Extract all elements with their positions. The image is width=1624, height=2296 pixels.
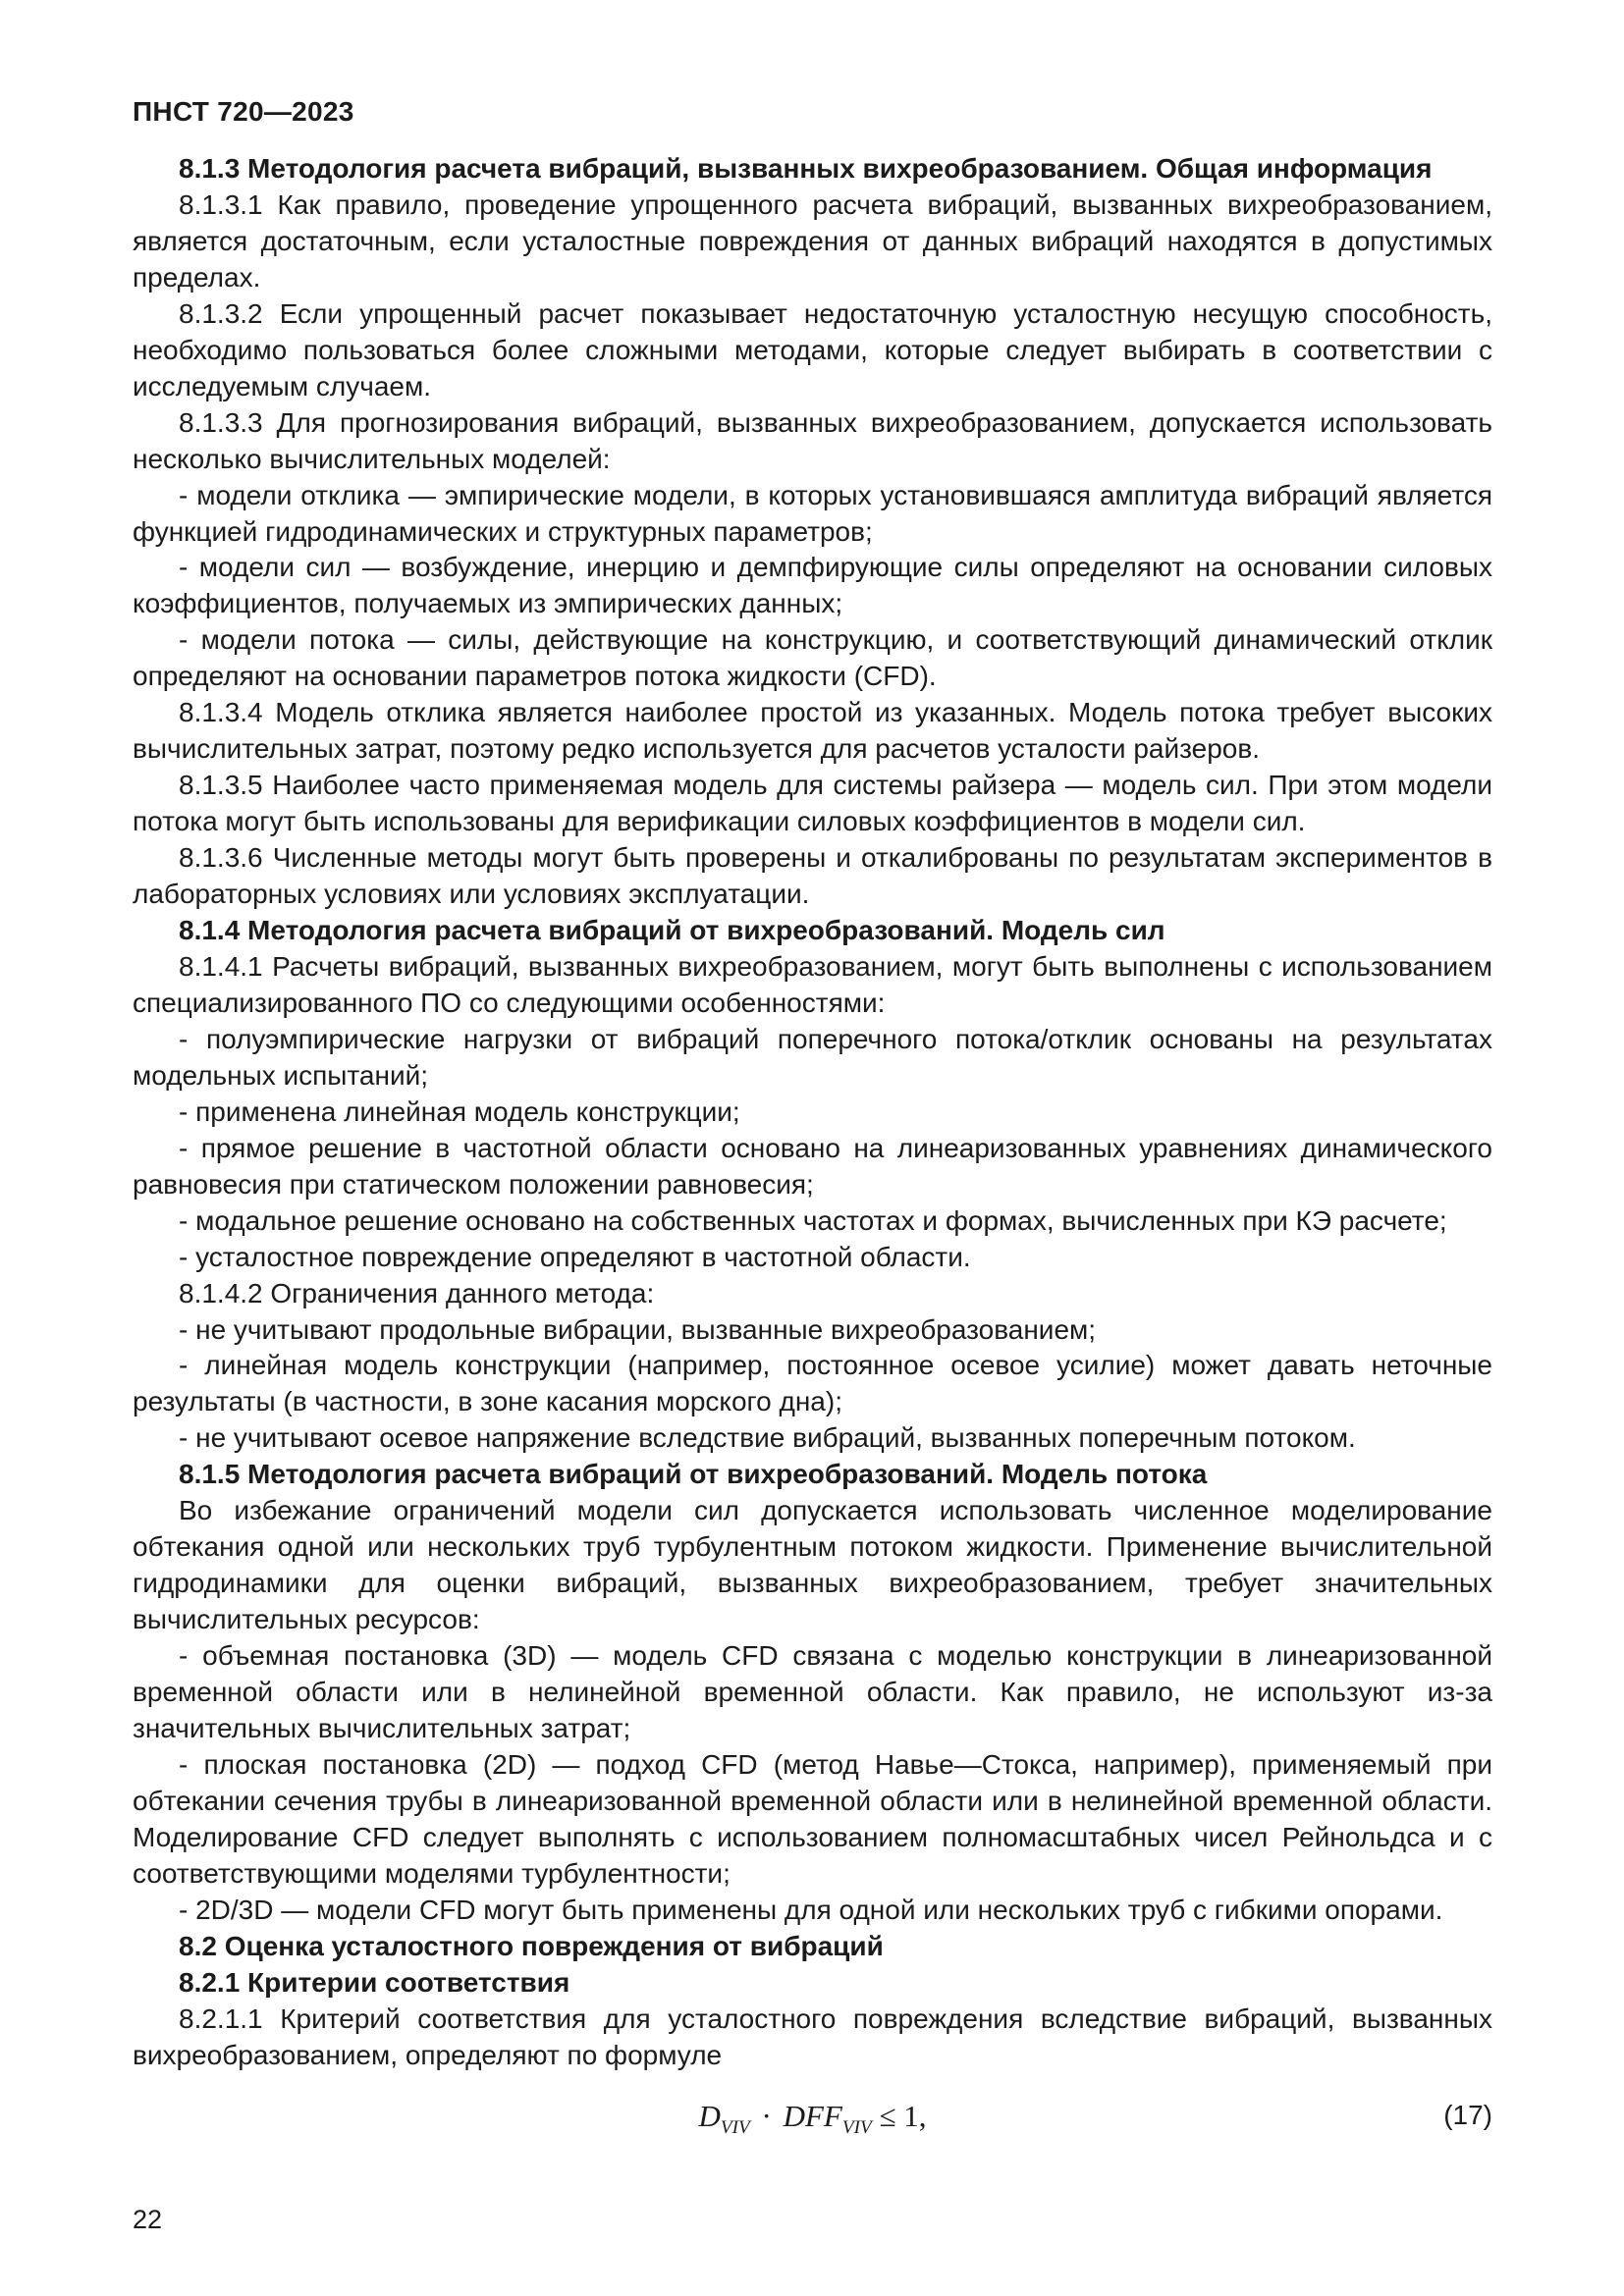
document-code: ПНСТ 720—2023	[133, 96, 354, 127]
heading-8-1-5: 8.1.5 Методология расчета вибраций от вихреобразований. Модель потока	[179, 1459, 1208, 1490]
paragraph-8-1-3-5: 8.1.3.5 Наиболее часто применяемая модель для системы райзера — модель сил. При этом модели потока могут быть использованы для верификации силовых коэффициентов в модели сил.	[133, 770, 1492, 837]
formula-relation: ≤ 1,	[879, 2098, 927, 2133]
heading-8-1-4: 8.1.4 Методология расчета вибраций от вихреобразований. Модель сил	[179, 915, 1165, 946]
formula-var-dff: DFF	[783, 2098, 842, 2133]
list-item-flow-models: - модели потока — силы, действующие на конструкцию, и соответствующий динамический отклик определяют на основании параметров потока жидкости (CFD).	[133, 624, 1492, 692]
paragraph-8-1-4-1: 8.1.4.1 Расчеты вибраций, вызванных вихреобразованием, могут быть выполнены с использованием специализированного ПО со следующими особенностями:	[133, 950, 1492, 1018]
formula-multiply-operator: ·	[761, 2098, 772, 2133]
list-item-semiempirical-loads: - полуэмпирические нагрузки от вибраций поперечного потока/отклик основаны на результатах модельных испытаний;	[133, 1023, 1492, 1091]
list-item-no-inline-viv: - не учитывают продольные вибрации, вызванные вихреобразованием;	[179, 1313, 1097, 1345]
list-item-direct-solution: - прямое решение в частотной области основано на линеаризованных уравнениях динамического равновесия при статическом положении равновесия;	[133, 1132, 1492, 1200]
list-item-linear-model: - применена линейная модель конструкции;	[179, 1095, 740, 1127]
formula-sub-viv-2: VIV	[841, 2116, 872, 2138]
formula-17	[698, 2098, 927, 2138]
list-item-linear-model-limits: - линейная модель конструкции (например, постоянное осевое усилие) может давать неточные результаты (в частности, в зоне касания морского дна);	[133, 1350, 1492, 1417]
paragraph-8-1-3-4: 8.1.3.4 Модель отклика является наиболее простой из указанных. Модель потока требует высоких вычислительных затрат, поэтому редко используется для расчетов усталости райзеров.	[133, 697, 1492, 765]
list-item-response-models: - модели отклика — эмпирические модели, в которых установившаяся амплитуда вибраций является функцией гидродинамических и структурных параметров;	[133, 479, 1492, 547]
document-body	[133, 151, 1492, 2138]
formula-row	[133, 2098, 1492, 2138]
paragraph-8-1-3-1: 8.1.3.1 Как правило, проведение упрощенного расчета вибраций, вызванных вихреобразованием, является достаточным, если усталостные повреждения от данных вибраций находятся в допустимых пределах.	[133, 188, 1492, 293]
paragraph-8-1-5-intro: Во избежание ограничений модели сил допускается использовать численное моделирование обтекания одной или нескольких труб турбулентным потоком жидкости. Применение вычислительной гидродинамики для оценки вибраций, вызванных вихреобразованием, требует значительных вычислительных ресурсов:	[133, 1495, 1492, 1635]
heading-8-2-1: 8.2.1 Критерии соответствия	[179, 1966, 570, 1998]
list-item-3d-formulation: - объемная постановка (3D) — модель CFD связана с моделью конструкции в линеаризованной временной области или в нелинейной временной области. Как правило, не используют из-за значительных вычислительных затрат;	[133, 1640, 1492, 1743]
page-number: 22	[133, 2205, 163, 2234]
paragraph-8-1-3-2: 8.1.3.2 Если упрощенный расчет показывает недостаточную усталостную несущую способность, необходимо пользоваться более сложными методами, которые следует выбирать в соответствии с исследуемым случаем.	[133, 297, 1492, 401]
list-item-2d-3d-models: - 2D/3D — модели CFD могут быть применены для одной или нескольких труб с гибкими опорами.	[179, 1894, 1443, 1925]
heading-8-1-3: 8.1.3 Методология расчета вибраций, вызванных вихреобразованием. Общая информация	[179, 153, 1433, 184]
paragraph-8-1-4-2: 8.1.4.2 Ограничения данного метода:	[179, 1277, 655, 1308]
list-item-force-models: - модели сил — возбуждение, инерцию и демпфирующие силы определяют на основании силовых коэффициентов, получаемых из эмпирических данных;	[133, 552, 1492, 619]
formula-number: (17)	[1443, 2100, 1492, 2131]
paragraph-8-1-3-6: 8.1.3.6 Численные методы могут быть проверены и откалиброваны по результатам экспериментов в лабораторных условиях или условиях эксплуатации.	[133, 842, 1492, 910]
list-item-2d-formulation: - плоская постановка (2D) — подход CFD (метод Навье—Стокса, например), применяемый при обтекании сечения трубы в линеаризованной временной области или в нелинейной временной области. Моделирование CFD следует выполнять с использованием полномасштабных чисел Рейнольдса и с соответствующими моделями турбулентности;	[133, 1748, 1492, 1889]
paragraph-8-1-3-3: 8.1.3.3 Для прогнозирования вибраций, вызванных вихреобразованием, допускается использовать несколько вычислительных моделей:	[133, 406, 1492, 474]
document-header	[133, 96, 1492, 128]
list-item-no-axial-stress: - не учитывают осевое напряжение вследствие вибраций, вызванных поперечным потоком.	[179, 1422, 1356, 1454]
paragraph-8-2-1-1: 8.2.1.1 Критерий соответствия для усталостного повреждения вследствие вибраций, вызванных вихреобразованием, определяют по формуле	[133, 2002, 1492, 2070]
list-item-fatigue-damage: - усталостное повреждение определяют в частотной области.	[179, 1241, 971, 1272]
formula-sub-viv-1: VIV	[720, 2116, 750, 2138]
list-item-modal-solution: - модальное решение основано на собственных частотах и формах, вычисленных при КЭ расчете;	[179, 1204, 1447, 1236]
heading-8-2: 8.2 Оценка усталостного повреждения от вибраций	[179, 1930, 884, 1961]
formula-var-d: D	[698, 2098, 721, 2133]
